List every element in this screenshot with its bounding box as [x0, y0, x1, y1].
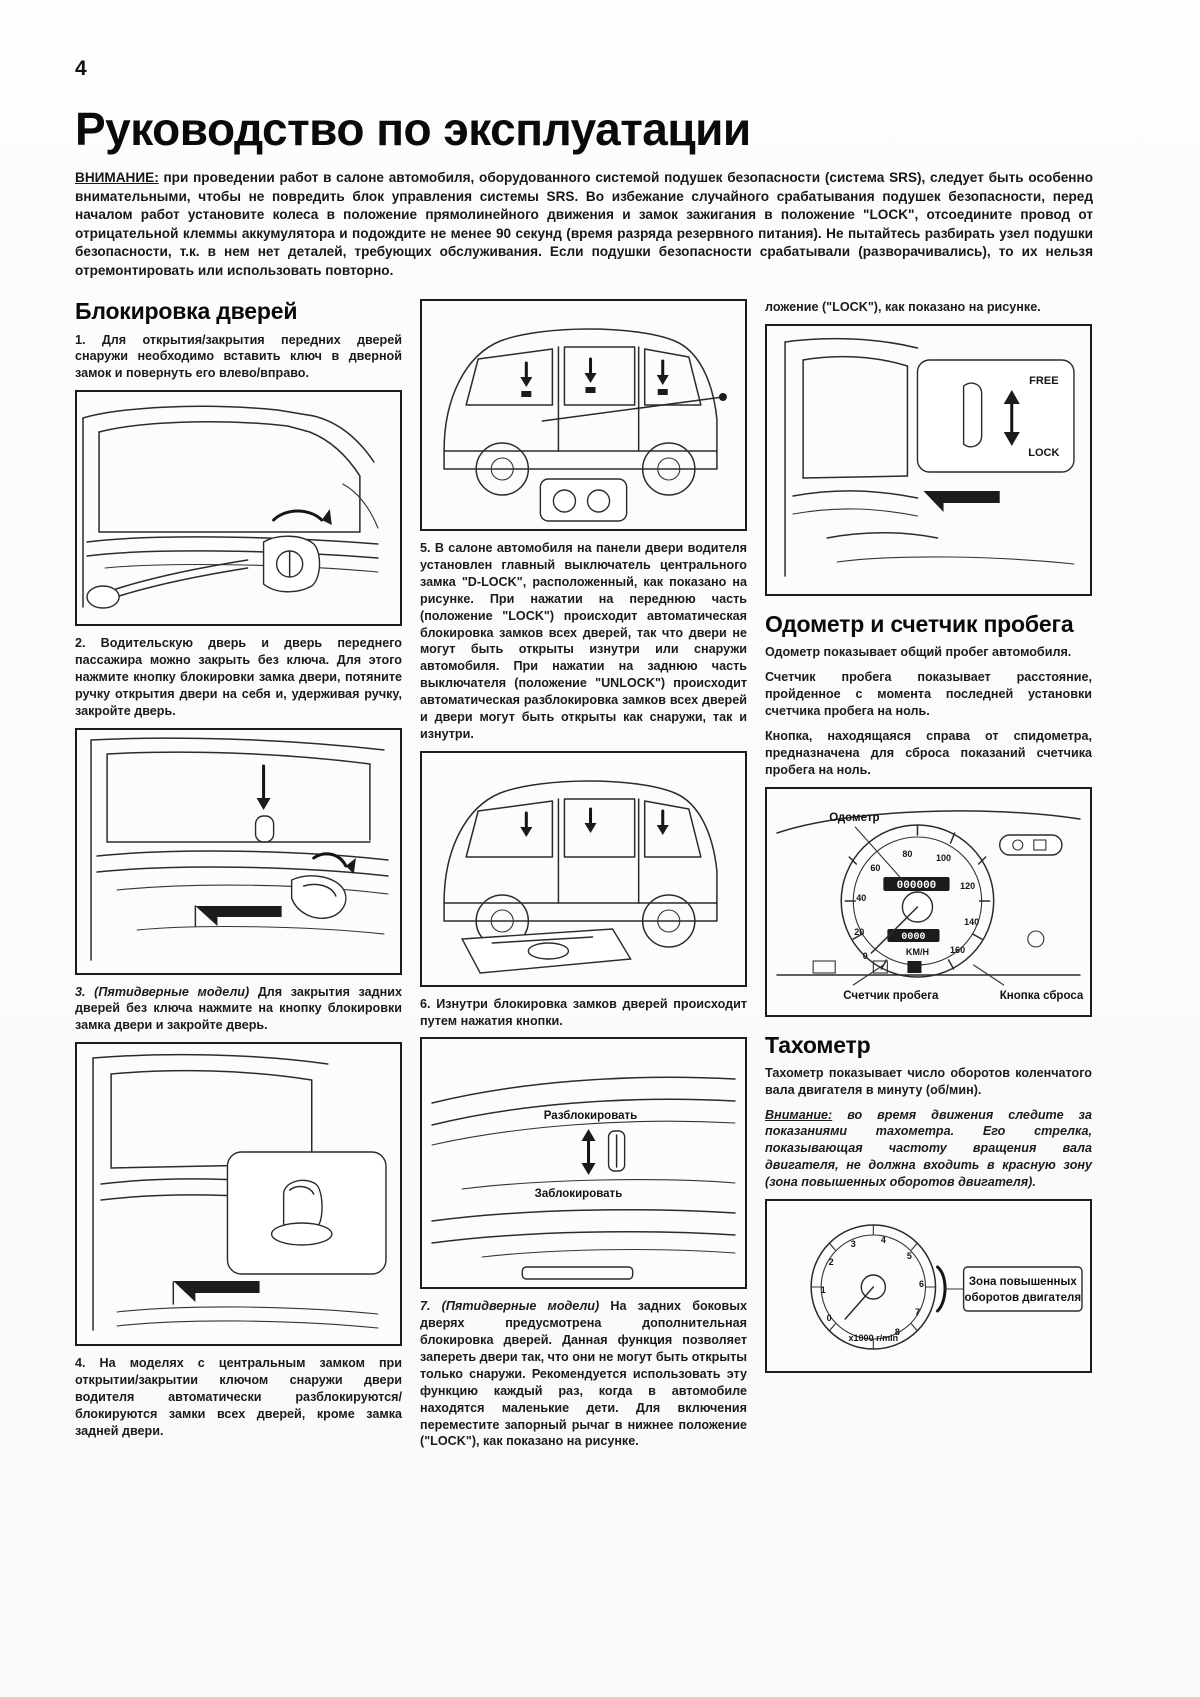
speed-tick-60: 60 [870, 862, 881, 873]
paragraph-item-7 [420, 1298, 747, 1450]
paragraph-item-1: 1. Для открытия/закрытия передних дверей снаружи необходимо вставить ключ в дверной замок и повернуть его влево/вправо. [75, 332, 402, 381]
page-title: Руководство по эксплуатации [75, 103, 751, 155]
speed-tick-120: 120 [960, 880, 976, 891]
odometer-value: 000000 [896, 879, 937, 892]
page-number: 4 [75, 57, 87, 80]
section-heading-door-lock: Блокировка дверей [75, 298, 298, 325]
speed-tick-140: 140 [964, 916, 980, 927]
tacho-unit: x1000 r/min [848, 1332, 899, 1343]
figure-speedometer-odometer [765, 787, 1092, 1017]
warning-lead: ВНИМАНИЕ: [75, 170, 159, 186]
speed-tick-80: 80 [902, 848, 913, 859]
paragraph-item-7-italic: 7. (Пятидверные модели) [420, 1299, 600, 1314]
speed-tick-20: 20 [854, 926, 865, 937]
paragraph-item-3-rest: Для закрытия задних дверей без ключа нажмите на кнопку блокировки замка двери и закройте дверь. [75, 984, 403, 1033]
callout-redzone-line2: оборотов двигателя [964, 1291, 1082, 1304]
paragraph-item-2: 2. Водительскую дверь и дверь переднего пассажира можно закрыть без ключа. Для этого нажмите кнопку блокировки замка двери, потяните ручку открытия двери на себя и, удерживая ручку, закройте дверь. [75, 636, 402, 718]
figure-door-handle-inside [75, 728, 402, 975]
figure-rear-door-lock-button [75, 1042, 402, 1346]
section-heading-tachometer: Тахометр [765, 1031, 871, 1058]
tacho-tick-3: 3 [850, 1238, 856, 1249]
tacho-tick-8: 8 [894, 1326, 900, 1337]
label-unlock: Разблокировать [543, 1110, 638, 1123]
odometer-paragraph-3: Кнопка, находящаяся справа от спидометра, предназначена для сброса показаний счетчика пробега на ноль. [765, 728, 1092, 777]
tacho-tick-2: 2 [828, 1256, 834, 1267]
column-right [765, 299, 1092, 1382]
callout-trip-counter: Счетчик пробега [843, 989, 939, 1002]
warning-text: при проведении работ в салоне автомобиля, оборудованного системой подушек безопасности (система SRS), следует быть особенно внимательными, чтобы не повредить блок управления системы SRS. Во избежание случайного срабатывания подушек безопасности, перед началом работ установите колеса в положение прямолинейного движения и замок зажигания в положение "LOCK", отсоедините провод от отрицательной клеммы аккумулятора и подождите не менее 90 секунд (время разряда резервного питания). Не пытайтесь разбирать узел подушки безопасности, т.к. в нем нет деталей, требующих обслуживания. Если подушки безопасности срабатывали (разворачивались), то их нельзя отремонтировать или использовать повторно. [75, 170, 1093, 278]
tacho-note-text: во время движения следите за показаниями тахометра. Его стрелка, показывающая частоту вращения вала двигателя, не должна входить в красную зону (зона повышенных оборотов двигателя). [765, 1107, 1092, 1190]
tacho-note-lead: Внимание: [765, 1107, 833, 1122]
section-heading-odometer: Одометр и счетчик пробега [765, 611, 1074, 638]
speed-unit: KM/H [905, 946, 929, 957]
tacho-tick-6: 6 [918, 1278, 924, 1289]
paragraph-item-7-rest: На задних боковых дверях предусмотрена дополнительная блокировка дверей. Данная функция позволяет запереть двери так, что они не могут быть открыты только снаружи. Рекомендуется использовать эту функцию каждый раз, когда в автомобиле находятся маленькие дети. Для включения переместите запорный рычаг в нижнее положение ("LOCK"), как показано на рисунке. [420, 1299, 747, 1449]
paragraph-item-3-italic: 3. (Пятидверные модели) [75, 984, 250, 999]
callout-odometer: Одометр [829, 811, 880, 824]
safety-warning [75, 169, 1093, 280]
trip-value: 0000 [901, 931, 926, 943]
figure-child-lock-lever [420, 1037, 747, 1289]
figure-tachometer [765, 1199, 1092, 1373]
paragraph-item-4: 4. На моделях с центральным замком при открытии/закрытии ключом снаружи двери водителя автоматически разблокируются/блокируются замки всех дверей, кроме замка задней двери. [75, 1356, 402, 1438]
speed-tick-100: 100 [936, 852, 952, 863]
speed-tick-0: 0 [862, 950, 868, 961]
label-lock: LOCK [1028, 447, 1060, 460]
label-lock: Заблокировать [534, 1188, 623, 1201]
figure-free-lock-lever [765, 324, 1092, 596]
paragraph-item-3 [75, 984, 402, 1035]
speed-tick-40: 40 [856, 892, 867, 903]
odometer-paragraph-1: Одометр показывает общий пробег автомобиля. [765, 645, 1072, 660]
tacho-tick-5: 5 [906, 1250, 912, 1261]
tacho-tick-7: 7 [914, 1306, 920, 1317]
column-left [75, 299, 402, 1447]
paragraph-item-6: 6. Изнутри блокировка замков дверей происходит путем нажатия кнопки. [420, 996, 747, 1028]
speed-tick-160: 160 [950, 944, 966, 955]
figure-key-in-door-lock [75, 390, 402, 626]
tacho-tick-1: 1 [820, 1284, 826, 1295]
odometer-paragraph-2: Счетчик пробега показывает расстояние, пройденное с момента последней установки счетчика пробега на ноль. [765, 670, 1092, 718]
figure-interior-lock-buttons [420, 751, 747, 987]
tacho-tick-4: 4 [880, 1234, 886, 1245]
paragraph-continuation: ложение ("LOCK"), как показано на рисунке. [765, 300, 1041, 315]
tacho-paragraph-1: Тахометр показывает число оборотов коленчатого вала двигателя в минуту (об/мин). [765, 1065, 1092, 1097]
column-middle [420, 299, 747, 1458]
figure-vehicle-doors-overview [420, 299, 747, 531]
tacho-tick-0: 0 [826, 1312, 832, 1323]
paragraph-item-5: 5. В салоне автомобиля на панели двери водителя установлен главный выключатель центрального замка "D-LOCK", расположенный, как показано на рисунке. При нажатии на переднюю часть (положение "LOCK") происходит автоматическая блокировка замков всех дверей, так что двери не могут быть открыты изнутри или снаружи автомобиля. При нажатии на заднюю часть выключателя (положение "UNLOCK") происходит автоматическая разблокировка замков всех дверей и двери могут быть открыты как снаружи, так и изнутри. [420, 541, 747, 741]
page-content [75, 58, 1093, 1458]
label-free: FREE [1029, 375, 1059, 388]
callout-reset-button: Кнопка сброса [999, 989, 1084, 1002]
three-column-layout [75, 299, 1093, 1458]
callout-redzone-line1: Зона повышенных [968, 1275, 1077, 1288]
tacho-note [765, 1107, 1092, 1191]
